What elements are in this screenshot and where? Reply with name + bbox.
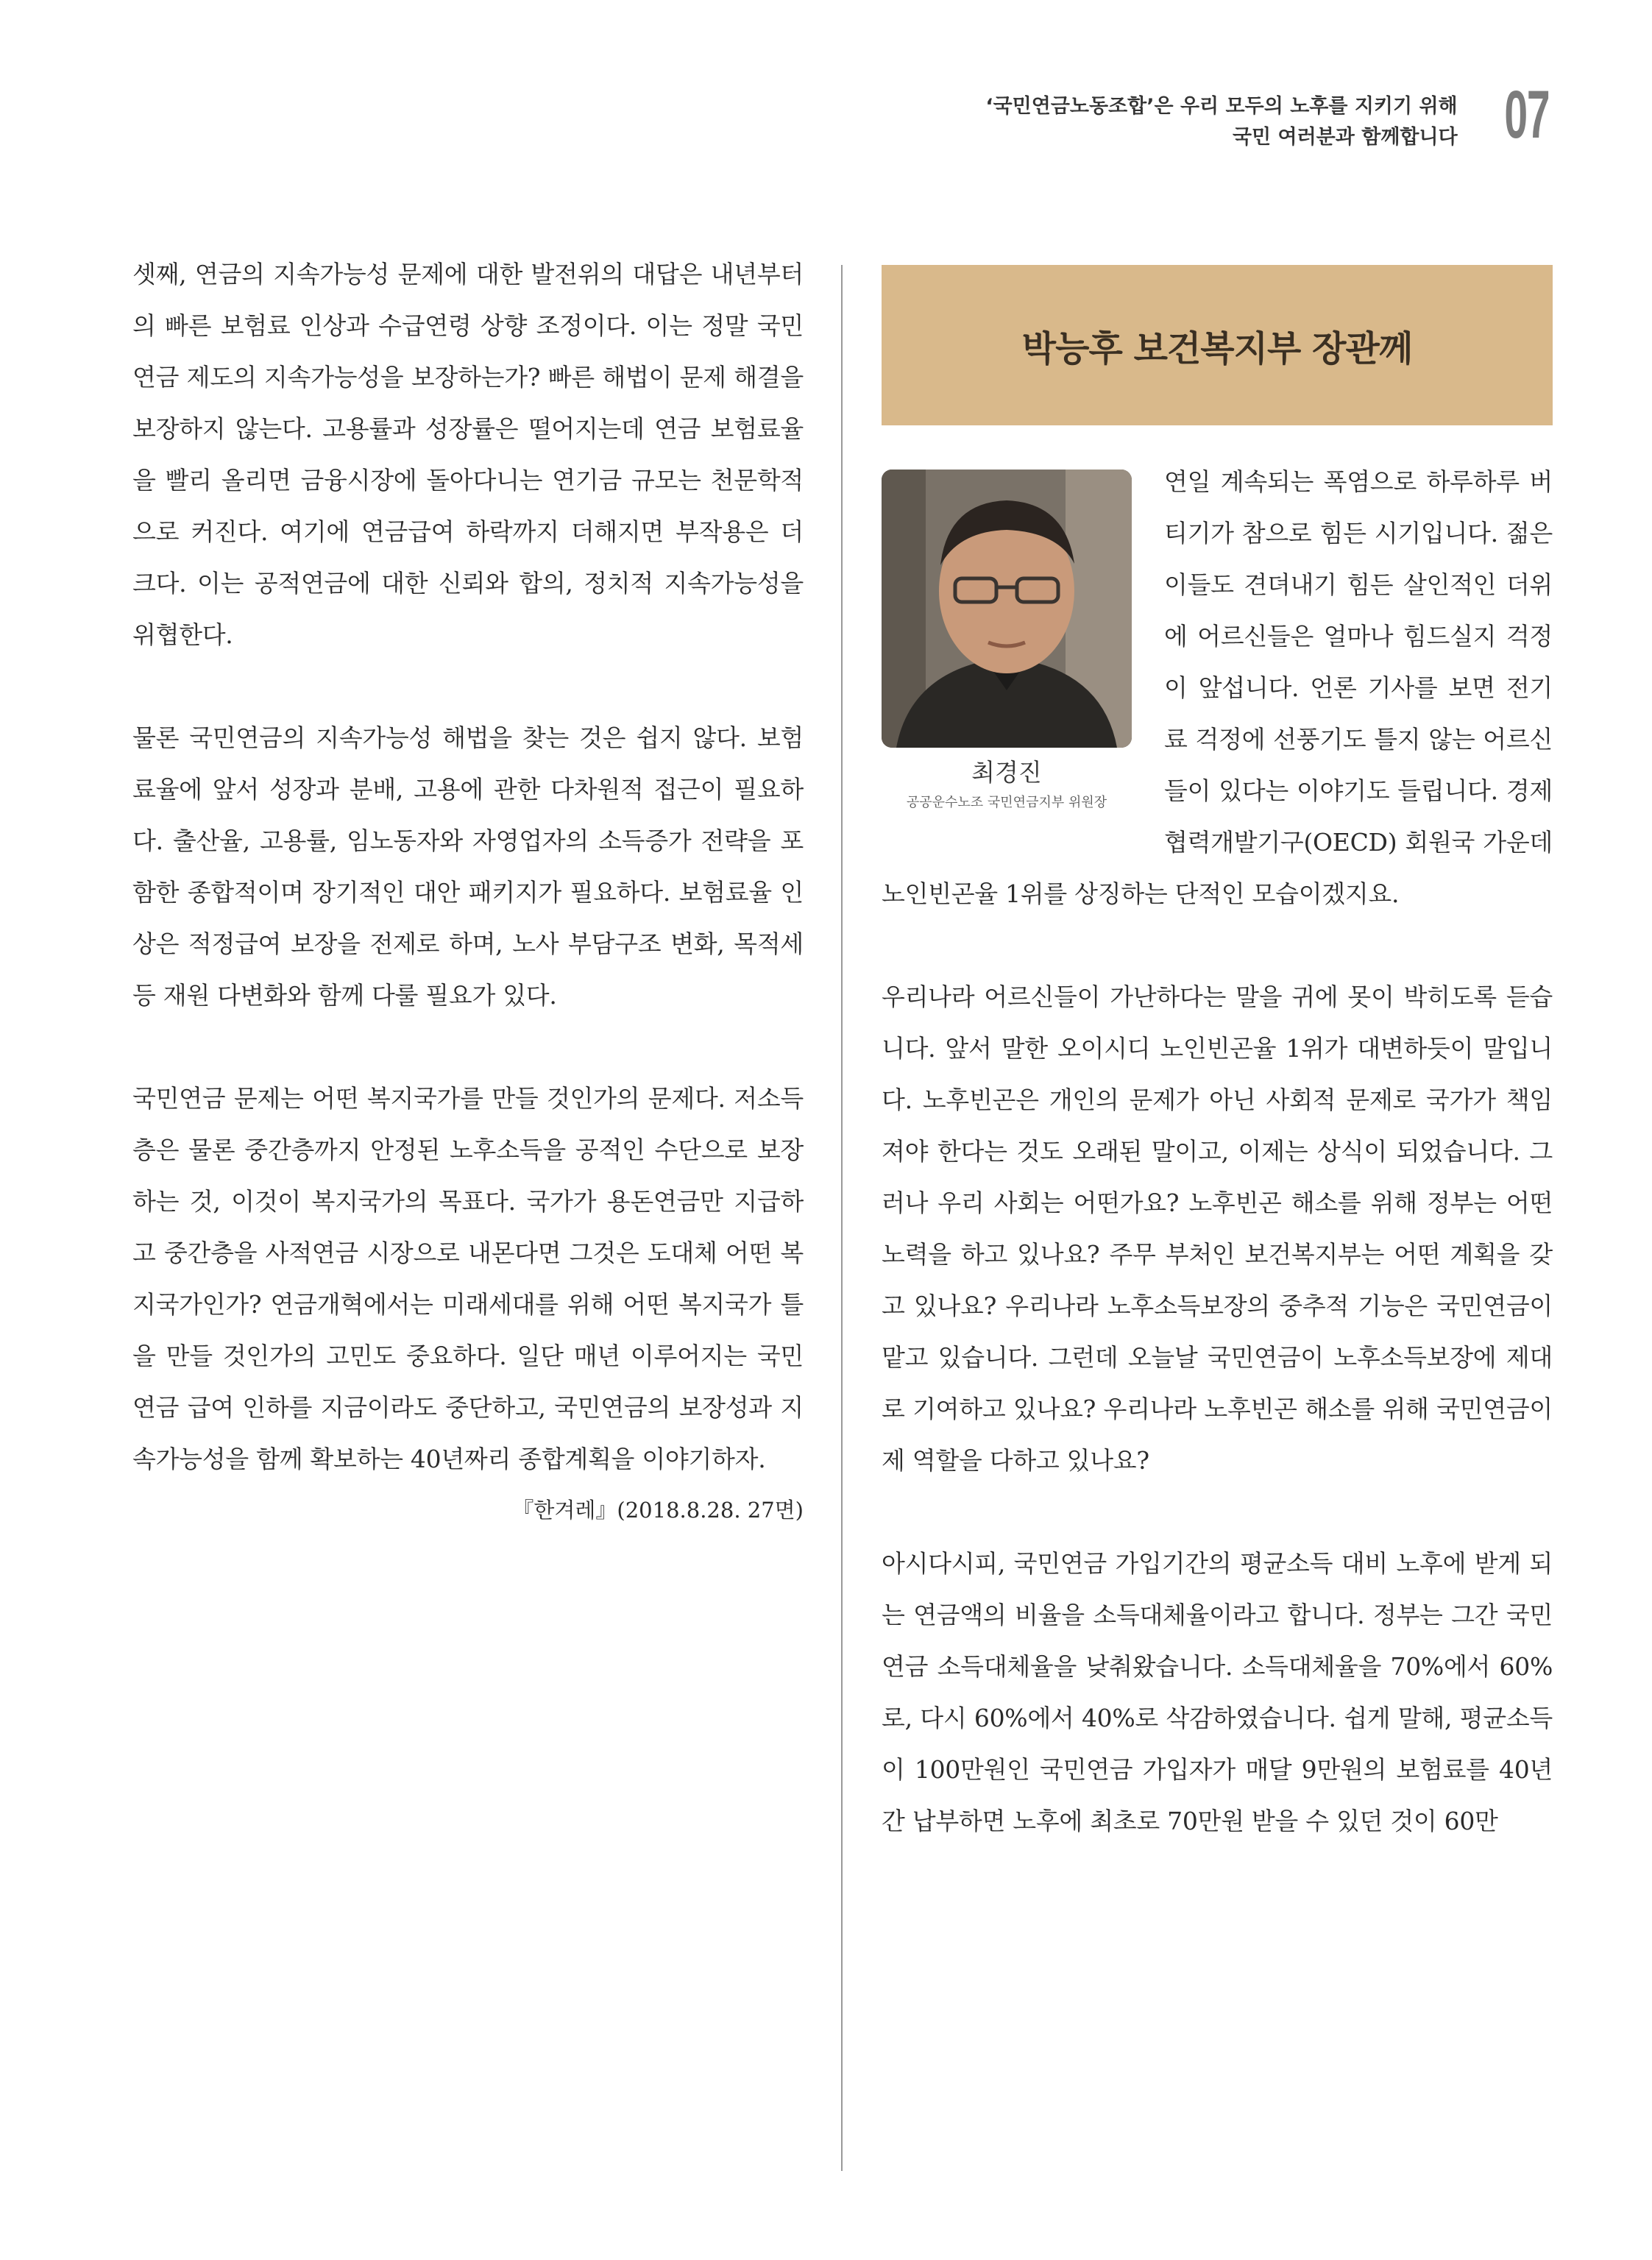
column-divider xyxy=(841,265,843,2171)
page-header xyxy=(985,77,1549,153)
letter-title: 박능후 보건복지부 장관께 xyxy=(1021,327,1413,369)
author-role: 공공운수노조 국민연금지부 위원장 xyxy=(906,795,1107,810)
author-photo xyxy=(882,470,1132,748)
header-tagline xyxy=(985,91,1457,153)
author-name: 최경진 xyxy=(971,758,1042,787)
header-line-1: ‘국민연금노동조합’은 우리 모두의 노후를 지키기 위해 xyxy=(985,95,1458,118)
left-paragraph-1: 셋째, 연금의 지속가능성 문제에 대한 발전위의 대답은 내년부터의 빠른 보험료 인상과 수급연령 상향 조정이다. 이는 정말 국민연금 제도의 지속가능성을 보장하는가? 빠른 해법이 문제 해결을 보장하지 않는다. 고용률과 성장률은 떨어지는데 연금 보험료율을 빨리 올리면 금융시장에 돌아다니는 연기금 규모는 천문학적으로 커진다. 여기에 연금급여 하락까지 더해지면 부작용은 더 크다. 이는 공적연금에 대한 신뢰와 합의, 정치적 지속가능성을 위협한다. xyxy=(132,260,804,649)
right-column xyxy=(882,265,1553,1847)
right-paragraph-1: 연일 계속되는 폭염으로 하루하루 버티기가 참으로 힘든 시기입니다. 젊은이들도 견뎌내기 힘든 살인적인 더위에 어르신들은 얼마나 힘드실지 걱정이 앞섭니다. 언론 기사를 보면 전기료 걱정에 선풍기도 틀지 않는 어르신들이 있다는 이야기도 들립니다. 경제협력개발기구(OECD) 회원국 가운데 노인빈곤율 1위를 상징하는 단적인 모습이겠지요. xyxy=(882,467,1553,908)
header-line-2: 국민 여러분과 함께합니다 xyxy=(1232,126,1458,149)
article-citation: 『한겨레』(2018.8.28. 27면) xyxy=(512,1498,804,1523)
page-number: 07 xyxy=(1504,77,1549,152)
right-paragraph-2: 우리나라 어르신들이 가난하다는 말을 귀에 못이 박히도록 듣습니다. 앞서 말한 오이시디 노인빈곤율 1위가 대변하듯이 말입니다. 노후빈곤은 개인의 문제가 아닌 사회적 문제로 국가가 책임져야 한다는 것도 오래된 말이고, 이제는 상식이 되었습니다. 그러나 우리 사회는 어떤가요? 노후빈곤 해소를 위해 정부는 어떤 노력을 하고 있나요? 주무 부처인 보건복지부는 어떤 계획을 갖고 있나요? 우리나라 노후소득보장의 중추적 기능은 국민연금이 맡고 있습니다. 그런데 오늘날 국민연금이 노후소득보장에 제대로 기여하고 있나요? 우리나라 노후빈곤 해소를 위해 국민연금이 제 역할을 다하고 있나요? xyxy=(882,982,1553,1475)
right-paragraph-3: 아시다시피, 국민연금 가입기간의 평균소득 대비 노후에 받게 되는 연금액의 비율을 소득대체율이라고 합니다. 정부는 그간 국민연금 소득대체율을 낮춰왔습니다. 소득대체율을 70%에서 60%로, 다시 60%에서 40%로 삭감하였습니다. 쉽게 말해, 평균소득이 100만원인 국민연금 가입자가 매달 9만원의 보험료를 40년간 납부하면 노후에 최초로 70만원 받을 수 있던 것이 60만 xyxy=(882,1549,1553,1835)
letter-body xyxy=(882,456,1553,1847)
author-photo-block xyxy=(882,470,1132,811)
letter-title-box xyxy=(882,265,1553,425)
left-column xyxy=(132,249,804,1532)
left-paragraph-2: 물론 국민연금의 지속가능성 해법을 찾는 것은 쉽지 않다. 보험료율에 앞서 성장과 분배, 고용에 관한 다차원적 접근이 필요하다. 출산율, 고용률, 임노동자와 자영업자의 소득증가 전략을 포함한 종합적이며 장기적인 대안 패키지가 필요하다. 보험료율 인상은 적정급여 보장을 전제로 하며, 노사 부담구조 변화, 목적세 등 재원 다변화와 함께 다룰 필요가 있다. xyxy=(132,723,804,1010)
left-paragraph-3: 국민연금 문제는 어떤 복지국가를 만들 것인가의 문제다. 저소득층은 물론 중간층까지 안정된 노후소득을 공적인 수단으로 보장하는 것, 이것이 복지국가의 목표다. 국가가 용돈연금만 지급하고 중간층을 사적연금 시장으로 내몬다면 그것은 도대체 어떤 복지국가인가? 연금개혁에서는 미래세대를 위해 어떤 복지국가 틀을 만들 것인가의 고민도 중요하다. 일단 매년 이루어지는 국민연금 급여 인하를 지금이라도 중단하고, 국민연금의 보장성과 지속가능성을 함께 확보하는 40년짜리 종합계획을 이야기하자. xyxy=(132,1084,804,1473)
